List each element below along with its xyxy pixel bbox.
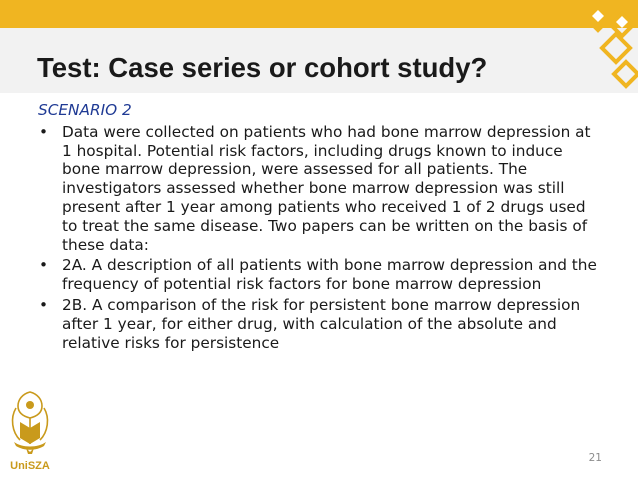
top-accent-bar [0, 0, 638, 28]
bullet-text: Data were collected on patients who had bone marrow depression at 1 hospital. Potential risk factors, including drugs known to induce bone marrow depression, were assessed for all patients. The investigators assessed whether bone marrow depression was still present after 1 year among patients who received 1 of 2 drugs used to treat the same disease. Two papers can be written on the basis of these data: [62, 122, 591, 254]
bullet-item [38, 256, 598, 294]
bullet-icon: • [39, 122, 49, 141]
slide-title: Test: Case series or cohort study? [37, 52, 488, 83]
scenario-label: SCENARIO 2 [38, 101, 132, 119]
page-number: 21 [588, 452, 602, 464]
unisza-logo [8, 388, 52, 474]
bullet-text: 2B. A comparison of the risk for persistent bone marrow depression after 1 year, for either drug, with calculation of the absolute and relative risks for persistence [62, 295, 581, 352]
geometric-ornament [558, 0, 638, 95]
bullet-icon: • [39, 256, 49, 275]
bullet-item [38, 123, 598, 255]
bullet-icon: • [39, 295, 49, 314]
bullet-item [38, 296, 598, 352]
logo-wordmark: UniSZA [10, 460, 50, 472]
bullet-list [38, 123, 598, 353]
slide-body [38, 101, 598, 354]
bullet-text: 2A. A description of all patients with bone marrow depression and the frequency of potential risk factors for bone marrow depression [62, 256, 597, 294]
